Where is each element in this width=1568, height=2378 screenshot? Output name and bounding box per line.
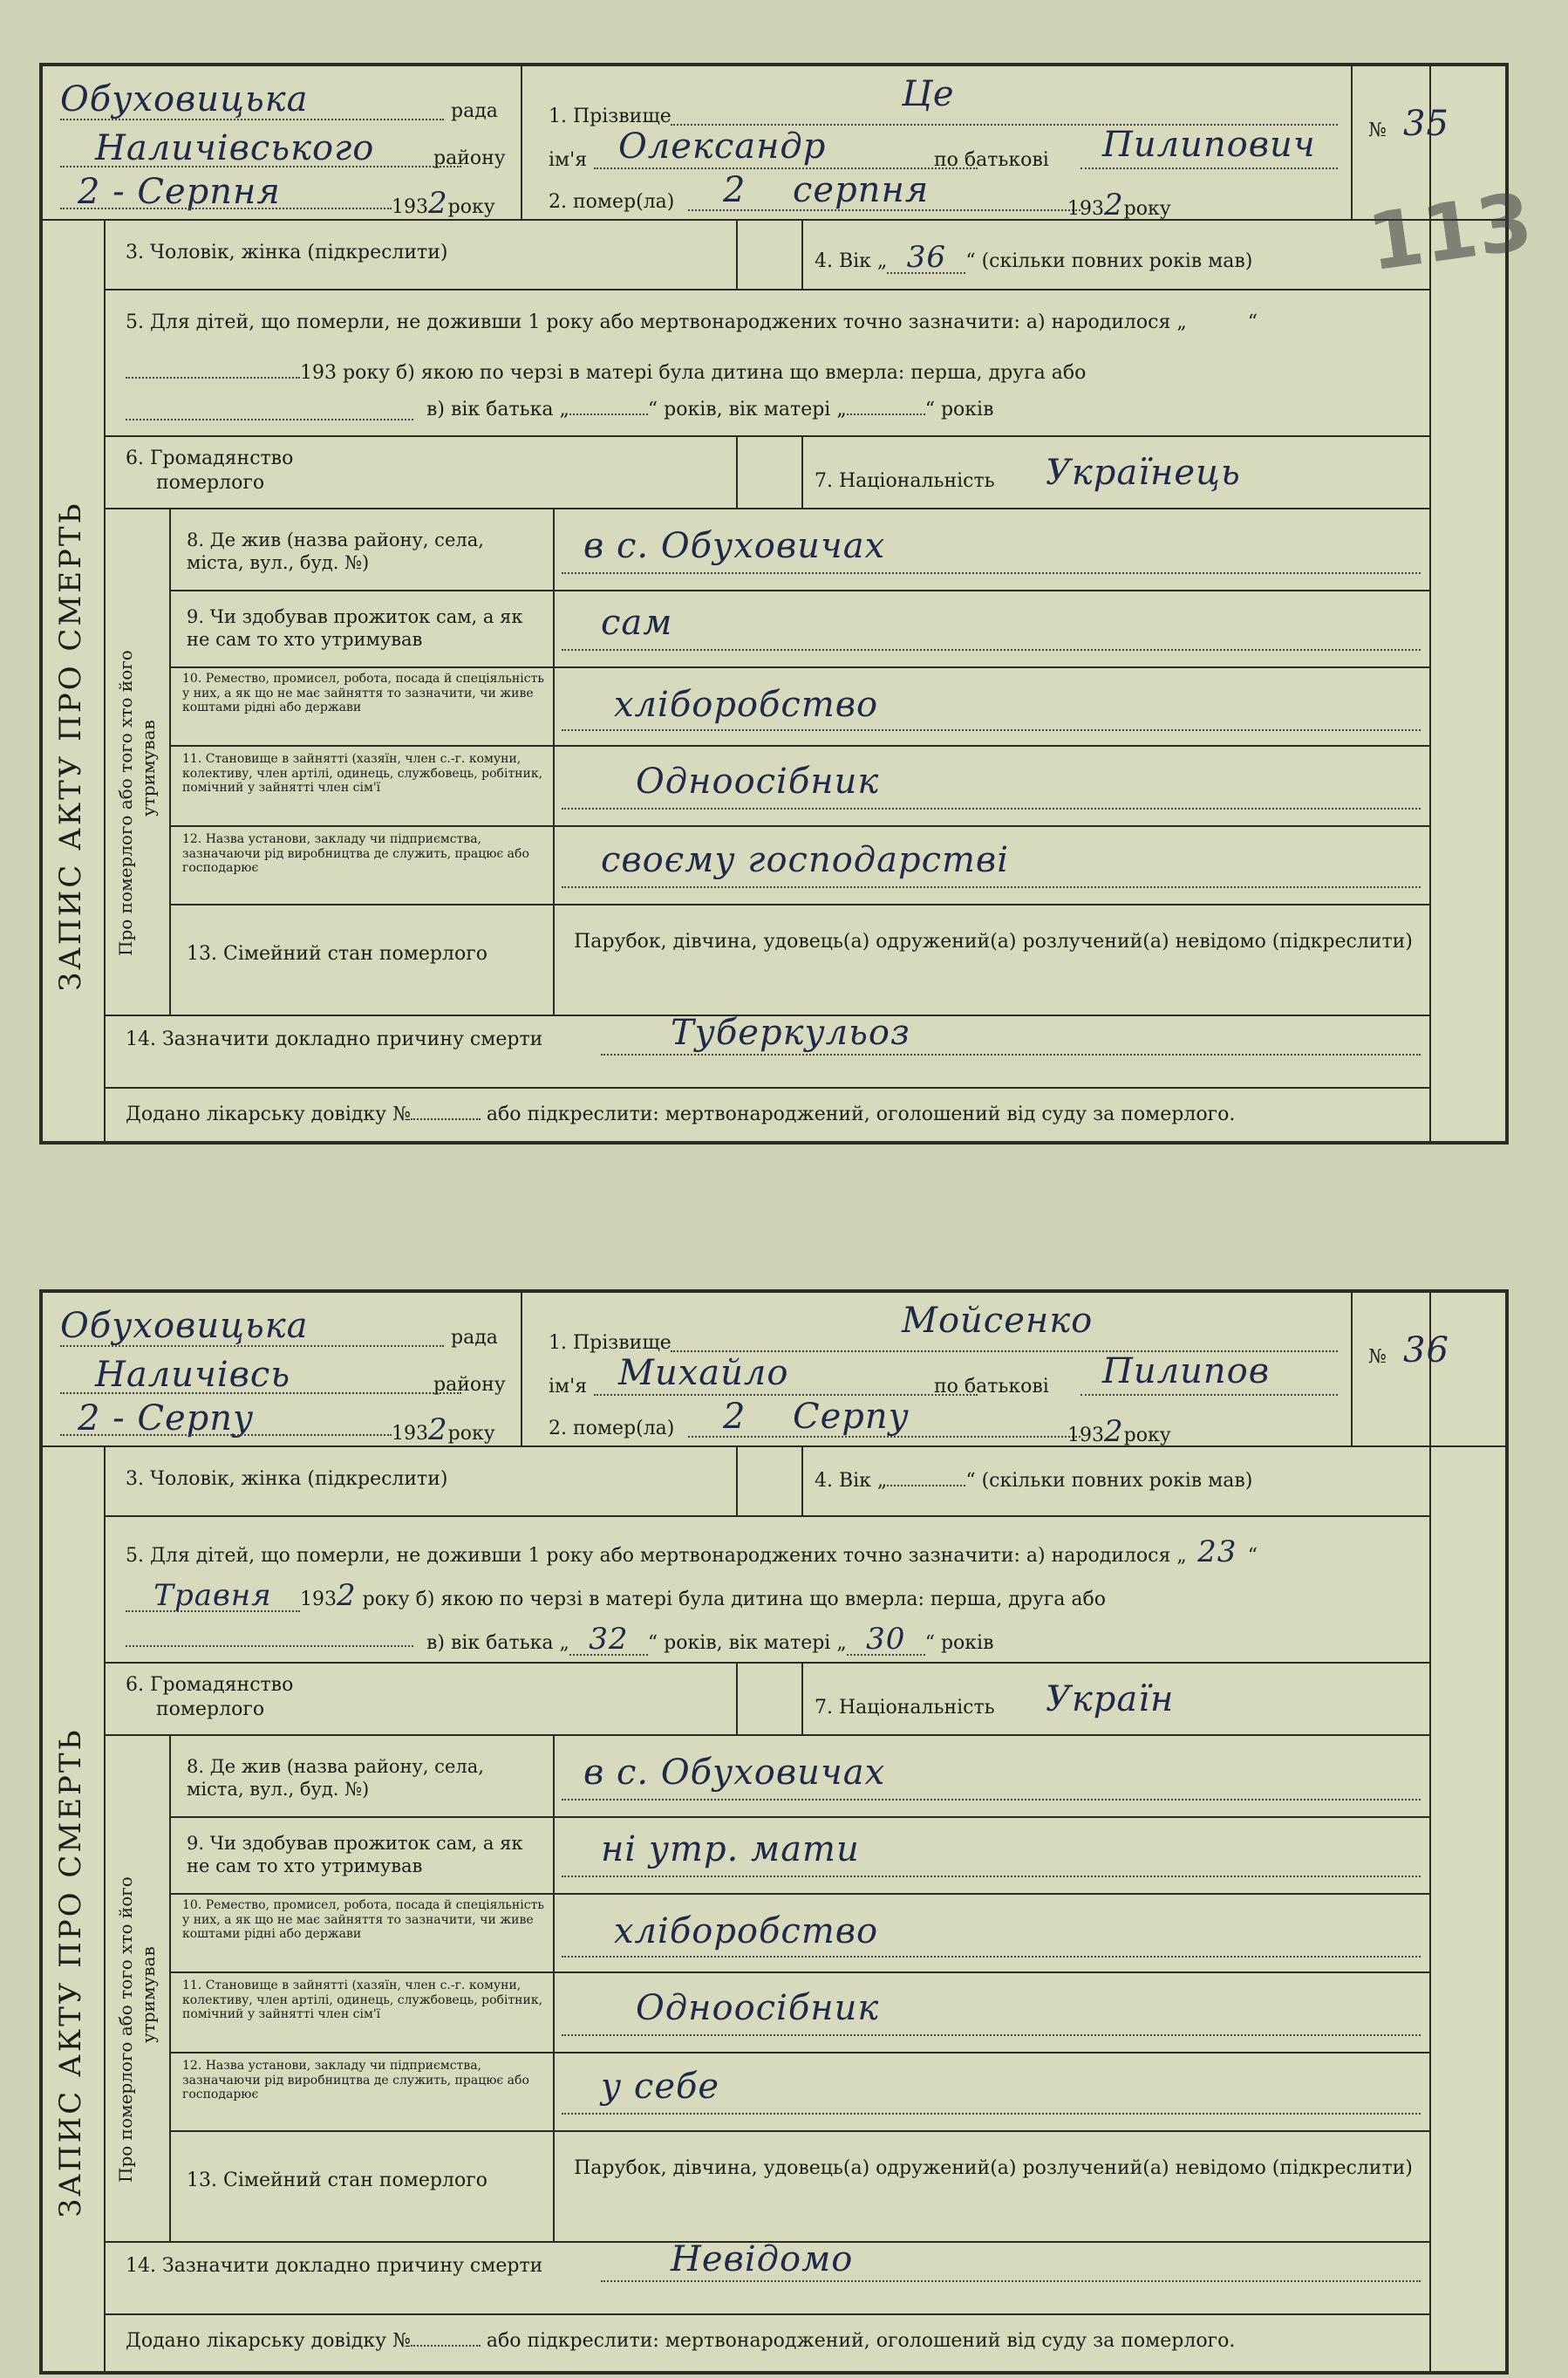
rule-line	[553, 1734, 555, 2241]
district-value: Наличівсь	[95, 1355, 291, 1395]
workplace-label: 12. Назва установи, закладу чи підприємства, зазначаючи рід виробництва де служить, працює або господарює	[182, 832, 529, 876]
side-subtitle-2: утримував	[138, 1946, 159, 2043]
born-month	[126, 377, 300, 379]
registration-date: 2 - Серпня	[78, 172, 281, 212]
residence-label: 8. Де жив (назва району, села, міста, вул., буд. №)	[187, 1756, 484, 1801]
rule-line	[736, 1662, 738, 1734]
side-subtitle: Про померлого або того хто його	[115, 1876, 136, 2183]
rule-line	[1429, 1293, 1431, 2371]
cause-value: Туберкульоз	[671, 1013, 910, 1053]
death-day: 2	[723, 170, 747, 210]
fill-line	[562, 1956, 1421, 1958]
fill-line	[60, 166, 461, 167]
age-field: 4. Вік „ “ (скільки повних років мав)	[815, 1470, 1253, 1492]
fill-line	[601, 1054, 1421, 1056]
rule-line	[169, 2130, 1429, 2132]
fill-line	[562, 886, 1421, 888]
fill-line	[562, 1876, 1421, 1877]
age-value	[887, 1485, 965, 1486]
rule-line	[169, 904, 1429, 905]
fill-line	[60, 1392, 461, 1394]
cause-value: Невідомо	[671, 2239, 854, 2279]
footer-certificate: Додано лікарську довідку № або підкреслити: мертвонароджений, оголошений від суду за померлого.	[126, 1104, 1236, 1125]
livelihood-label: 9. Чи здобував прожиток сам, а як не сам то хто утримував	[187, 606, 523, 651]
residence-value: в с. Обуховичах	[583, 526, 886, 566]
nationality-label: 7. Національність	[815, 470, 995, 492]
rule-line	[43, 219, 1505, 221]
fill-line	[688, 209, 1081, 211]
born-day: 23	[1197, 1534, 1237, 1569]
rule-line	[169, 1893, 1429, 1895]
rule-line	[169, 825, 1429, 827]
marital-status-label: 13. Сімейний стан померлого	[187, 2170, 488, 2191]
death-label: 2. помер(ла)	[549, 191, 675, 213]
patronymic-label: по батькові	[934, 149, 1049, 171]
nationality-label: 7. Національність	[815, 1697, 995, 1719]
citizenship-label: 6. Громадянство	[126, 448, 294, 469]
fill-line	[60, 1345, 444, 1347]
rule-line	[104, 1662, 1429, 1664]
name-value: Михайло	[618, 1353, 789, 1393]
rule-line	[104, 508, 1429, 509]
name-label: ім'я	[549, 149, 588, 171]
rule-line	[801, 1445, 803, 1515]
residence-label: 8. Де жив (назва району, села, міста, вул., буд. №)	[187, 530, 484, 574]
fill-line	[562, 1799, 1421, 1801]
surname-value: Це	[902, 74, 955, 114]
rule-line	[43, 1445, 1505, 1447]
death-record-form	[39, 1289, 1509, 2375]
fill-line	[60, 119, 444, 120]
death-month: Серпу	[793, 1397, 910, 1437]
rule-line	[521, 1293, 522, 1445]
nationality-value: Україн	[1046, 1679, 1175, 1719]
marital-status-label: 13. Сімейний стан померлого	[187, 943, 488, 965]
nationality-value: Українець	[1046, 453, 1241, 493]
workplace-label: 12. Назва установи, закладу чи підприємства, зазначаючи рід виробництва де служить, працює або господарює	[182, 2059, 529, 2102]
rule-line	[104, 435, 1429, 437]
council-value: Обуховицька	[60, 1306, 309, 1346]
parent-ages: в) вік батька „ 32 “ років, вік матері „ 30 “ років	[426, 1622, 994, 1657]
occupation-label: 10. Ремество, промисел, робота, посада й спеціяльність у них, а як що не має зайняття то зазначити, чи живе коштами рідні або держави	[182, 1898, 544, 1942]
livelihood-value: ні утр. мати	[601, 1829, 860, 1869]
sex-label: 3. Чоловік, жінка (підкреслити)	[126, 1468, 448, 1490]
district-suffix: району	[433, 1374, 506, 1396]
rule-line	[104, 1515, 1429, 1517]
child-birth-label: 5. Для дітей, що померли, не доживши 1 року або мертвонароджених точно зазначити: а) народилося „ “	[126, 311, 1258, 333]
livelihood-label: 9. Чи здобував прожиток сам, а як не сам то хто утримував	[187, 1833, 523, 1877]
fill-line	[126, 1645, 413, 1647]
father-age: 32	[569, 1624, 648, 1656]
side-subtitle-2: утримував	[138, 720, 159, 817]
fill-line	[562, 2034, 1421, 2036]
registration-year: 1932року	[392, 1412, 495, 1447]
rule-line	[801, 1662, 803, 1734]
death-label: 2. помер(ла)	[549, 1418, 675, 1439]
death-year: 1932року	[1067, 1414, 1171, 1449]
surname-label: 1. Прізвище	[549, 1332, 672, 1354]
council-suffix: рада	[451, 100, 498, 122]
parent-ages: в) вік батька „ “ років, вік матері „ “ років	[426, 399, 994, 420]
record-number: 35	[1403, 104, 1449, 144]
fill-line	[1081, 1394, 1338, 1396]
rule-line	[169, 2052, 1429, 2053]
death-record-form	[39, 63, 1538, 1145]
rule-line	[801, 219, 803, 289]
name-label: ім'я	[549, 1376, 588, 1397]
position-value: Одноосібник	[636, 762, 880, 802]
fill-line	[594, 167, 978, 169]
mother-age	[847, 413, 925, 415]
patronymic-value: Пилипов	[1102, 1351, 1270, 1391]
rule-line	[736, 1445, 738, 1515]
father-age	[569, 413, 648, 415]
rule-line	[104, 1734, 1429, 1736]
rule-line	[104, 2313, 1429, 2315]
marital-status-options: Парубок, дівчина, удовець(а) одружений(а) розлучений(а) невідомо (підкреслити)	[574, 931, 1413, 953]
occupation-value: хліборобство	[614, 1911, 879, 1951]
rule-line	[169, 666, 1429, 668]
district-value: Наличівського	[95, 128, 375, 168]
rule-line	[553, 508, 555, 1015]
council-suffix: рада	[451, 1327, 498, 1349]
fill-line	[60, 1434, 392, 1436]
rule-line	[104, 289, 1429, 290]
stamp-mark: 113	[1362, 175, 1538, 290]
record-number-label: №	[1368, 1346, 1387, 1368]
child-birth-line2: 193 року б) якою по черзі в матері була дитина що вмерла: перша, друга або	[126, 354, 1086, 386]
age-value: 36	[887, 243, 965, 274]
district-suffix: району	[433, 147, 506, 169]
side-subtitle: Про померлого або того хто його	[115, 650, 136, 956]
residence-value: в с. Обуховичах	[583, 1753, 886, 1793]
livelihood-value: сам	[601, 603, 673, 643]
marital-status-options: Парубок, дівчина, удовець(а) одружений(а) розлучений(а) невідомо (підкреслити)	[574, 2157, 1413, 2179]
mother-age: 30	[847, 1624, 925, 1656]
rule-line	[169, 1734, 171, 2241]
citizenship-label-2: померлого	[156, 1698, 265, 1720]
fill-line	[562, 808, 1421, 810]
footer-certificate: Додано лікарську довідку № або підкреслити: мертвонароджений, оголошений від суду за померлого.	[126, 2330, 1236, 2352]
fill-line	[562, 649, 1421, 651]
rule-line	[736, 219, 738, 289]
rule-line	[104, 1445, 106, 2371]
cause-label: 14. Зазначити докладно причину смерти	[126, 2255, 543, 2277]
rule-line	[521, 66, 522, 219]
patronymic-value: Пилипович	[1102, 125, 1316, 165]
fill-line	[1081, 167, 1338, 169]
cause-label: 14. Зазначити докладно причину смерти	[126, 1028, 543, 1050]
rule-line	[169, 745, 1429, 747]
citizenship-label: 6. Громадянство	[126, 1674, 294, 1696]
death-day: 2	[723, 1397, 747, 1437]
rule-line	[104, 1087, 1429, 1089]
position-value: Одноосібник	[636, 1988, 880, 2028]
rule-line	[1351, 1293, 1353, 1445]
occupation-value: хліборобство	[614, 685, 879, 725]
born-month: Травня	[126, 1581, 300, 1612]
workplace-value: своєму господарстві	[601, 840, 1010, 880]
age-field: 4. Вік „ 36 “ (скільки повних років мав)	[815, 240, 1253, 275]
council-value: Обуховицька	[60, 79, 309, 120]
death-year: 1932року	[1067, 188, 1171, 222]
fill-line	[594, 1394, 978, 1396]
rule-line	[801, 435, 803, 508]
rule-line	[169, 1816, 1429, 1818]
side-title: ЗАПИС АКТУ ПРО СМЕРТЬ	[53, 1727, 88, 2217]
record-number: 36	[1403, 1330, 1449, 1370]
citizenship-label-2: померлого	[156, 472, 265, 494]
rule-line	[169, 590, 1429, 591]
fill-line	[60, 208, 392, 209]
fill-line	[562, 572, 1421, 574]
rule-line	[169, 508, 171, 1015]
child-birth-label: 5. Для дітей, що померли, не доживши 1 року або мертвонароджених точно зазначити: а) народилося „ 23 “	[126, 1534, 1258, 1569]
registration-year: 1932року	[392, 186, 495, 221]
surname-value: Мойсенко	[902, 1301, 1094, 1341]
occupation-label: 10. Ремество, промисел, робота, посада й спеціяльність у них, а як що не має зайняття то зазначити, чи живе коштами рідні або держави	[182, 672, 544, 715]
rule-line	[1351, 66, 1353, 219]
patronymic-label: по батькові	[934, 1376, 1049, 1397]
side-title: ЗАПИС АКТУ ПРО СМЕРТЬ	[53, 501, 88, 991]
sex-label: 3. Чоловік, жінка (підкреслити)	[126, 242, 448, 263]
fill-line	[562, 2113, 1421, 2115]
registration-date: 2 - Серпу	[78, 1398, 255, 1438]
name-value: Олександр	[618, 126, 827, 167]
surname-label: 1. Прізвище	[549, 106, 672, 127]
death-month: серпня	[793, 170, 930, 210]
fill-line	[601, 2280, 1421, 2282]
workplace-value: у себе	[601, 2067, 720, 2107]
fill-line	[126, 419, 413, 420]
position-label: 11. Становище в зайнятті (хазяїн, член с.-г. комуни, колективу, член артілі, одинець, службовець, робітник, помічний у зайнятті член сім'ї	[182, 1978, 543, 2022]
child-birth-line2: Травня 1932 року б) якою по черзі в матері була дитина що вмерла: перша, друга або	[126, 1581, 1106, 1612]
rule-line	[104, 219, 106, 1145]
position-label: 11. Становище в зайнятті (хазяїн, член с.-г. комуни, колективу, член артілі, одинець, службовець, робітник, помічний у зайнятті член сім'ї	[182, 752, 543, 796]
record-number-label: №	[1368, 120, 1387, 141]
fill-line	[562, 729, 1421, 731]
rule-line	[736, 435, 738, 508]
rule-line	[169, 1971, 1429, 1973]
fill-line	[688, 1436, 1081, 1438]
